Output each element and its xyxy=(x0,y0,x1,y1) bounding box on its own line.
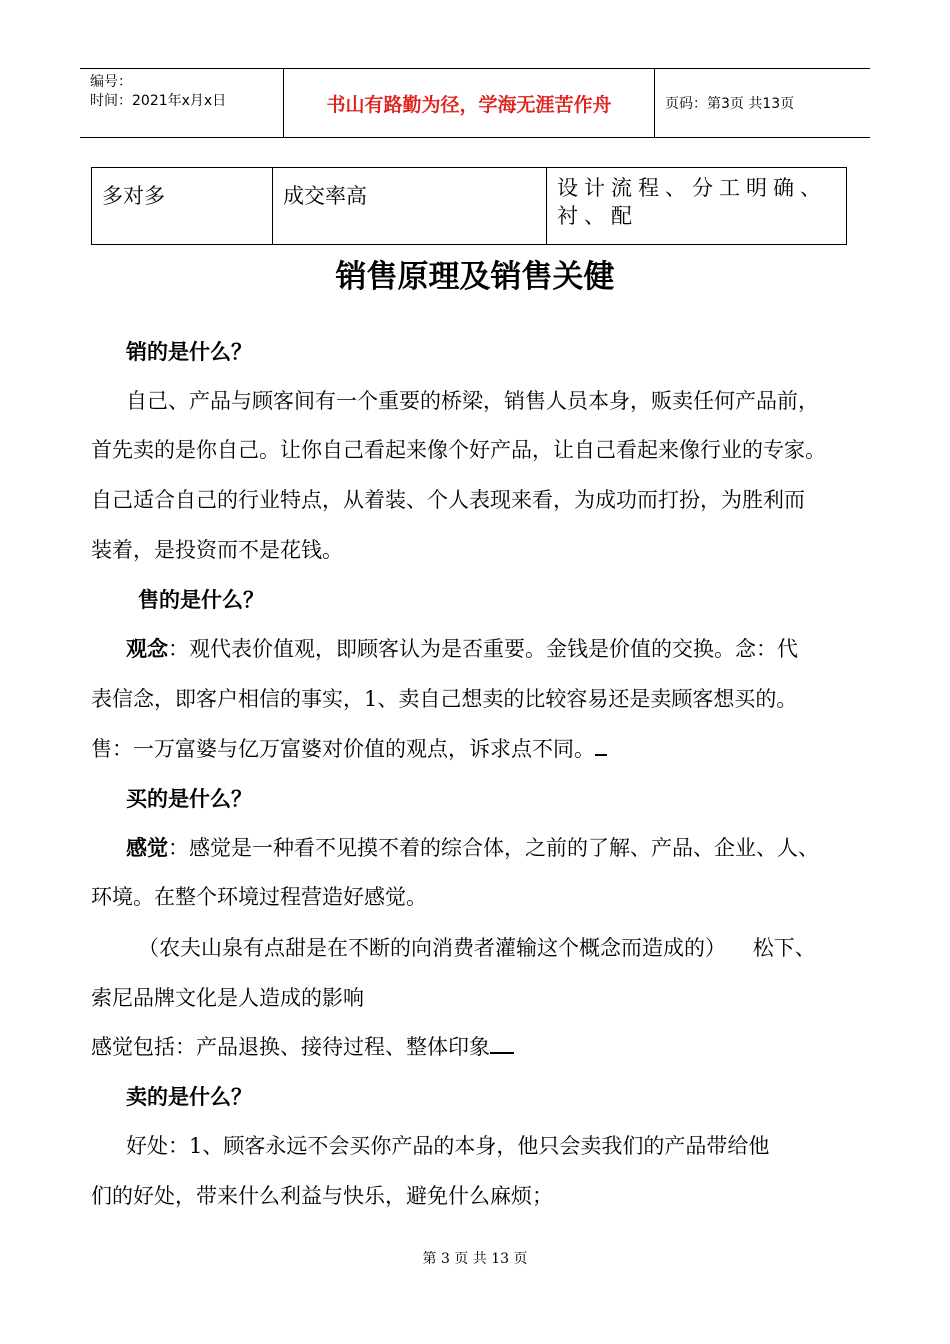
paragraph-line: 自己适合自己的行业特点，从着装、个人表现来看，为成功而打扮，为胜利而 xyxy=(91,488,805,512)
table-cell-1: 多对多 xyxy=(102,184,165,208)
time-label: 时间：2021年x月x日 xyxy=(90,93,227,109)
content-table-row xyxy=(91,167,847,245)
paragraph-line: 好处：1、顾客永远不会买你产品的本身，他只会卖我们的产品带给他 xyxy=(126,1134,770,1158)
header-meta xyxy=(80,69,283,137)
table-cell-3-line1: 设计流程、分工明确、 xyxy=(557,176,827,200)
paragraph-line xyxy=(126,633,798,663)
section-heading-sale-what: 售的是什么？ xyxy=(138,588,264,612)
page-footer: 第 3 页 共 13 页 xyxy=(422,1251,528,1267)
paragraph-line: 表信念，即客户相信的事实，1、卖自己想卖的比较容易还是卖顾客想买的。 xyxy=(91,687,798,711)
paragraph-line xyxy=(91,1031,514,1061)
paragraph-line: 索尼品牌文化是人造成的影响 xyxy=(91,986,364,1010)
term-concept: 观念 xyxy=(126,637,168,661)
paragraph-line xyxy=(91,733,607,763)
term-feeling: 感觉 xyxy=(126,836,168,860)
header-page-info: 页码：第3页 共13页 xyxy=(665,96,795,112)
paragraph-line: 自己、产品与顾客间有一个重要的桥梁，销售人员本身，贩卖任何产品前， xyxy=(126,389,819,413)
paragraph-text: 感觉包括：产品退换、接待过程、整体印象 xyxy=(91,1035,490,1059)
term-feeling-text: ：感觉是一种看不见摸不着的综合体，之前的了解、产品、企业、人、 xyxy=(168,836,819,860)
paragraph-line: 首先卖的是你自己。让你自己看起来像个好产品，让自己看起来像行业的专家。 xyxy=(91,438,826,462)
table-cell-2: 成交率高 xyxy=(272,168,546,244)
underline-blank xyxy=(490,1034,514,1054)
paragraph-text: 售：一万富婆与亿万富婆对价值的观点，诉求点不同。 xyxy=(91,737,595,761)
table-cell-3-line2: 衬、配 xyxy=(557,204,638,228)
number-label: 编号： xyxy=(90,74,132,90)
paragraph-line: （农夫山泉有点甜是在不断的向消费者灌输这个概念而造成的） 松下、 xyxy=(138,936,816,960)
section-heading-buy-what: 买的是什么？ xyxy=(126,787,252,811)
table-cell-3 xyxy=(546,168,846,244)
header-motto: 书山有路勤为径，学海无涯苦作舟 xyxy=(283,69,655,137)
page-header xyxy=(80,68,870,138)
underline-blank xyxy=(595,736,607,756)
paragraph-line: 装着，是投资而不是花钱。 xyxy=(91,538,343,562)
paragraph-line: 们的好处，带来什么利益与快乐，避免什么麻烦； xyxy=(91,1184,553,1208)
page-title: 销售原理及销售关健 xyxy=(335,259,615,295)
paragraph-line: 环境。在整个环境过程营造好感觉。 xyxy=(91,885,427,909)
section-heading-sold-what: 卖的是什么？ xyxy=(126,1085,252,1109)
paragraph-line xyxy=(126,832,819,862)
term-concept-text: ：观代表价值观，即顾客认为是否重要。金钱是价值的交换。念：代 xyxy=(168,637,798,661)
section-heading-sell-what: 销的是什么？ xyxy=(126,340,252,364)
